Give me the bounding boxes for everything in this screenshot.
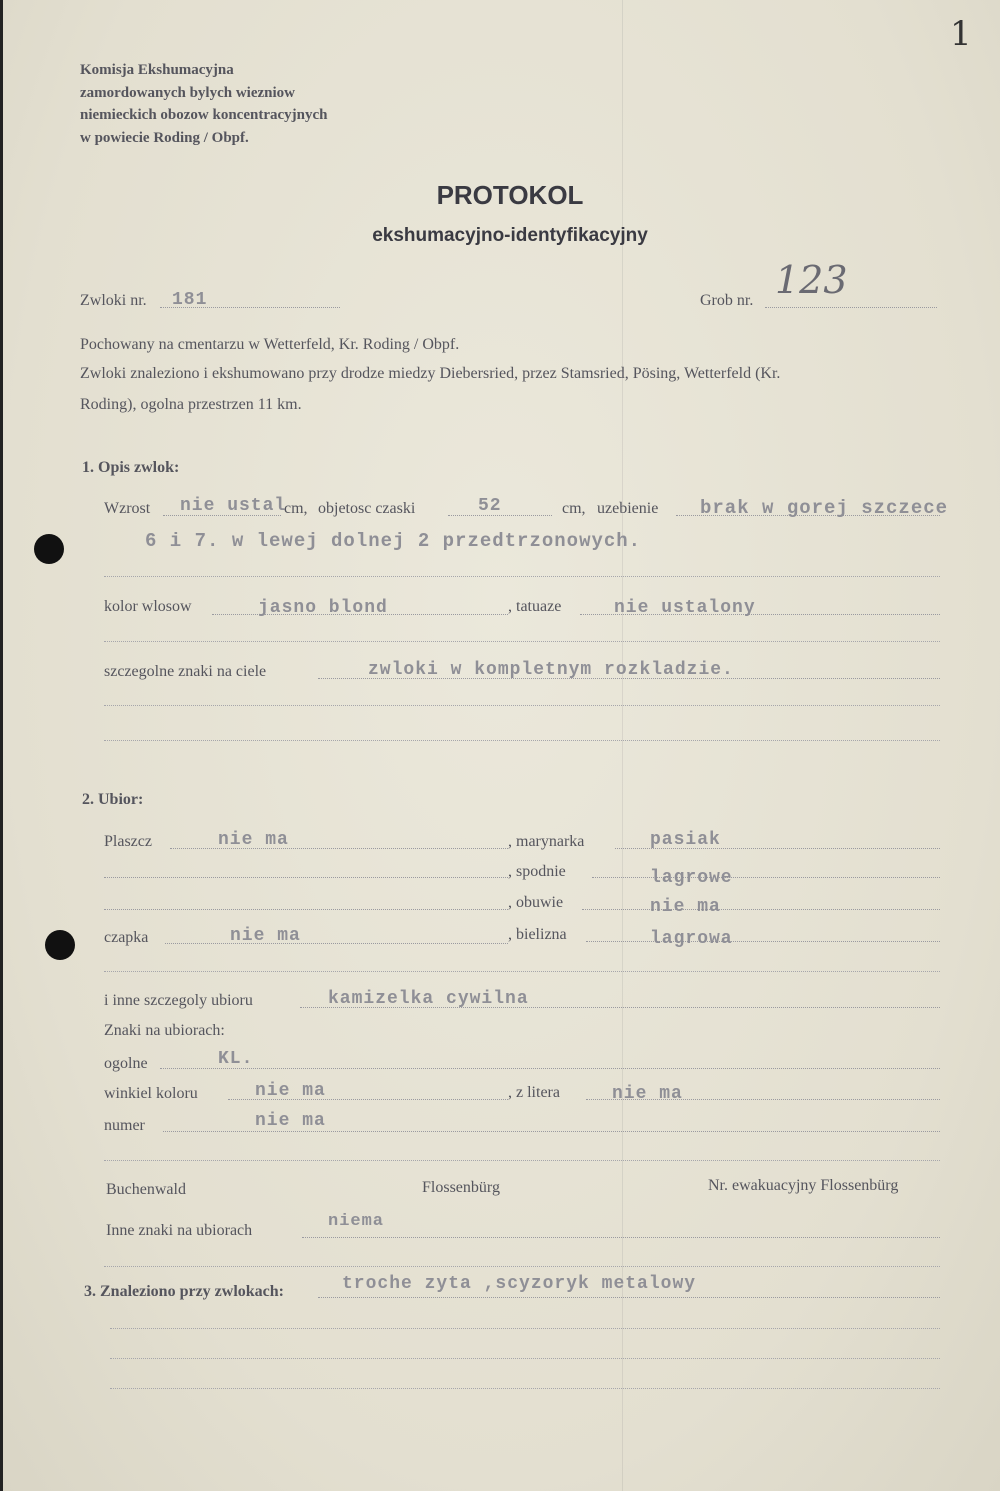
body-marks-value: zwloki w kompletnym rozkladzie. — [368, 660, 734, 680]
dotted-line — [302, 1237, 940, 1238]
triangle-color-value: nie ma — [255, 1081, 326, 1101]
dotted-line — [110, 1388, 940, 1389]
evacuation-number-label: Nr. ewakuacyjny Flossenbürg — [708, 1177, 899, 1194]
other-clothing-value: kamizelka cywilna — [328, 989, 529, 1009]
burial-place-text: Pochowany na cmentarzu w Wetterfeld, Kr. Roding / Obpf. — [80, 336, 460, 353]
cap-value: nie ma — [230, 926, 301, 946]
dentition-value-2: 6 i 7. w lewej dolnej 2 przedtrzonowych. — [145, 530, 642, 552]
exhumation-text-1: Zwloki znaleziono i ekshumowano przy drodze miedzy Diebersried, przez Stamsried, Pösing, Wetterfeld (Kr. — [80, 365, 781, 382]
dotted-line — [592, 877, 940, 878]
clothing-marks-heading: Znaki na ubiorach: — [104, 1022, 225, 1039]
skull-volume-label: objetosc czaski — [318, 500, 416, 517]
height-value: nie ustal — [180, 496, 287, 516]
general-marks-label: ogolne — [104, 1055, 148, 1072]
shoes-value: nie ma — [650, 897, 721, 917]
letter-value: nie ma — [612, 1084, 683, 1104]
tattoos-value: nie ustalony — [614, 598, 756, 618]
dotted-line — [104, 877, 508, 878]
other-marks-value: niema — [328, 1212, 385, 1231]
letter-label: , z litera — [508, 1084, 560, 1101]
grave-number-value: 123 — [775, 258, 848, 302]
page-fold — [622, 0, 623, 1491]
dotted-line — [165, 943, 508, 944]
dotted-line — [104, 1160, 940, 1161]
height-label: Wzrost — [104, 500, 151, 517]
section-1-heading: 1. Opis zwlok: — [82, 459, 180, 476]
height-unit: cm, — [284, 500, 308, 517]
hair-color-label: kolor wlosow — [104, 598, 192, 615]
jacket-value: pasiak — [650, 830, 721, 850]
dotted-line — [104, 971, 940, 972]
dotted-line — [318, 1297, 940, 1298]
other-clothing-label: i inne szczegoly ubioru — [104, 992, 253, 1009]
dotted-line — [110, 1358, 940, 1359]
dentition-value-1: brak w gorej szczece — [700, 497, 949, 519]
body-marks-label: szczegolne znaki na ciele — [104, 663, 267, 680]
dotted-line — [104, 705, 940, 706]
dotted-line — [104, 909, 508, 910]
dotted-line — [586, 941, 940, 942]
section-2-heading: 2. Ubior: — [82, 791, 144, 808]
underwear-label: , bielizna — [508, 926, 567, 943]
punch-hole — [34, 534, 64, 564]
skull-volume-unit: cm, — [562, 500, 586, 517]
tattoos-label: , tatuaze — [508, 598, 562, 615]
coat-label: Plaszcz — [104, 833, 152, 850]
dotted-line — [765, 307, 937, 308]
underwear-value: lagrowa — [650, 929, 733, 949]
cap-label: czapka — [104, 929, 149, 946]
dotted-line — [582, 909, 940, 910]
jacket-label: , marynarka — [508, 833, 585, 850]
dotted-line — [104, 740, 940, 741]
flossenburg-label: Flossenbürg — [422, 1179, 500, 1196]
buchenwald-label: Buchenwald — [106, 1181, 186, 1198]
commission-line-4: w powiecie Roding / Obpf. — [80, 130, 249, 146]
commission-line-2: zamordowanych bylych wiezniow — [80, 85, 295, 101]
trousers-label: , spodnie — [508, 863, 566, 880]
page-number: 1 — [950, 14, 972, 54]
dotted-line — [163, 1131, 940, 1132]
exhumation-text-2: Roding), ogolna przestrzen 11 km. — [80, 396, 302, 413]
protocol-subtitle: ekshumacyjno-identyfikacyjny — [372, 225, 648, 246]
dotted-line — [110, 1328, 940, 1329]
general-marks-value: KL. — [218, 1049, 254, 1069]
commission-line-1: Komisja Ekshumacyjna — [80, 62, 234, 78]
skull-volume-value: 52 — [478, 496, 502, 516]
punch-hole — [45, 930, 75, 960]
hair-color-value: jasno blond — [258, 598, 388, 618]
found-items-value: troche zyta ,scyzoryk metalowy — [342, 1274, 697, 1294]
dotted-line — [160, 1068, 940, 1069]
coat-value: nie ma — [218, 830, 289, 850]
dentition-label: uzebienie — [597, 500, 659, 517]
shoes-label: , obuwie — [508, 894, 564, 911]
trousers-value: lagrowe — [650, 868, 733, 888]
corpse-number-value: 181 — [172, 290, 208, 310]
number-value: nie ma — [255, 1111, 326, 1131]
grave-number-label: Grob nr. — [700, 292, 754, 309]
page-edge — [0, 0, 3, 1491]
dotted-line — [104, 1266, 940, 1267]
commission-line-3: niemieckich obozow koncentracyjnych — [80, 107, 328, 123]
dotted-line — [104, 576, 940, 577]
triangle-color-label: winkiel koloru — [104, 1085, 198, 1102]
protocol-title: PROTOKOL — [436, 180, 584, 210]
corpse-number-label: Zwloki nr. — [80, 292, 147, 309]
dotted-line — [104, 641, 940, 642]
number-label: numer — [104, 1117, 145, 1134]
other-marks-label: Inne znaki na ubiorach — [106, 1222, 253, 1239]
section-3-heading: 3. Znaleziono przy zwlokach: — [84, 1283, 284, 1300]
